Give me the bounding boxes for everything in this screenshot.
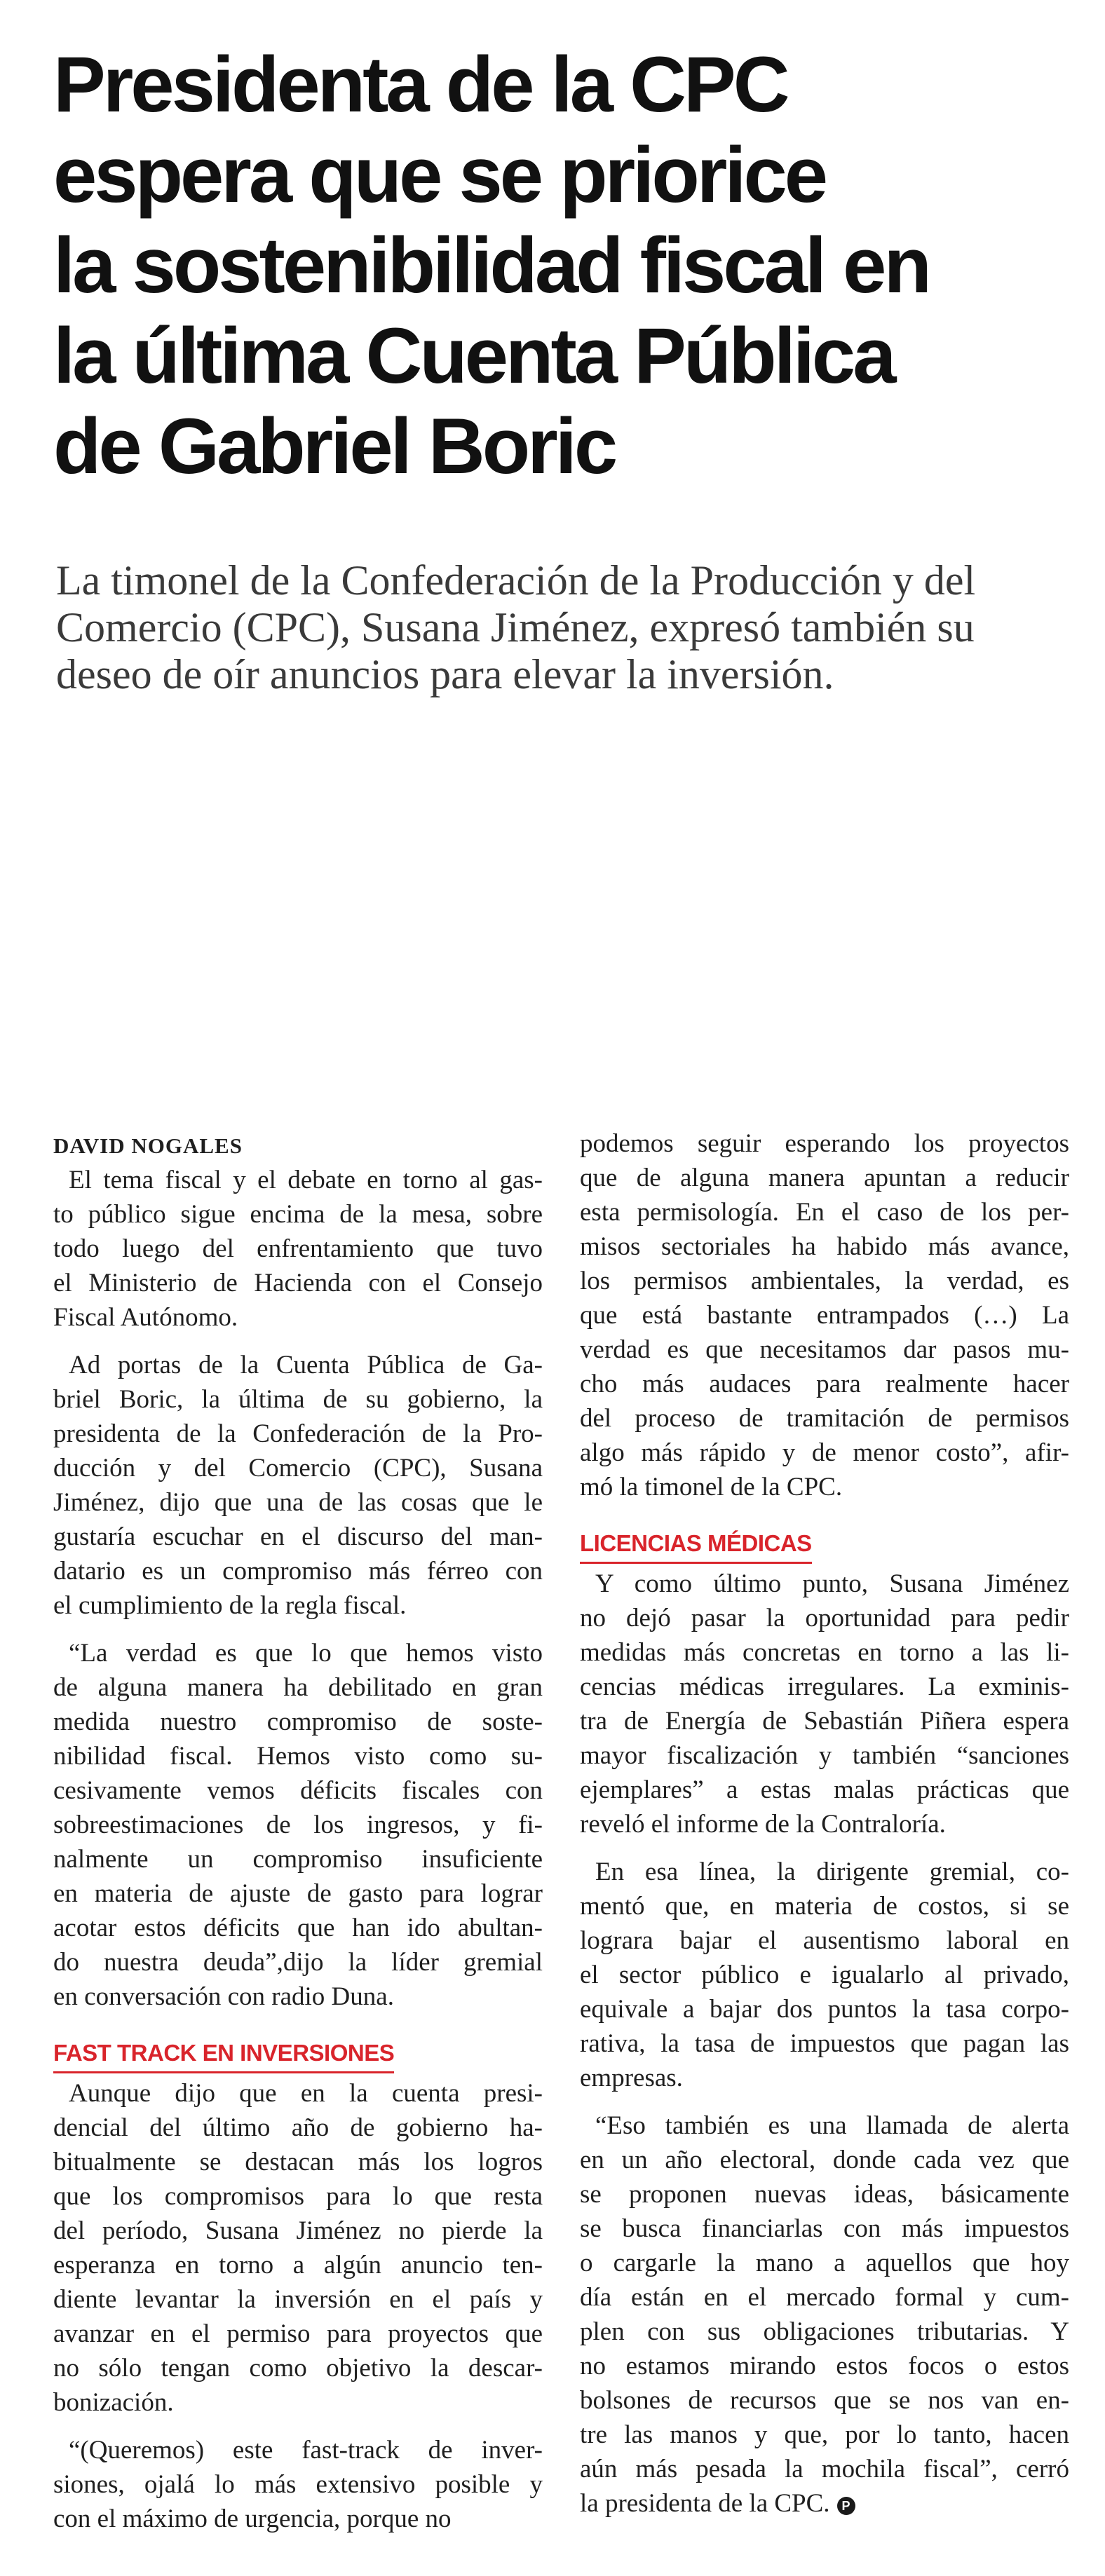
paragraph: [580, 1126, 1069, 1504]
headline-line: de Gabriel Boric: [53, 402, 616, 490]
text-line: equivale a bajar dos puntos la tasa corpo-: [580, 1995, 1069, 2024]
text-line: datario es un compromiso más férreo con: [53, 1557, 543, 1586]
text-line: se busca financiarlas con más impuestos: [580, 2214, 1069, 2243]
text-line: Y como último punto, Susana Jiménez: [595, 1569, 1069, 1598]
paragraph: [53, 1348, 543, 1623]
text-line: ejemplares” a estas malas prácticas que: [580, 1776, 1069, 1804]
text-line: presidenta de la Confederación de la Pro-: [53, 1419, 543, 1448]
text-line: en un año electoral, donde cada vez que: [580, 2146, 1069, 2174]
text-line: nalmente un compromiso insuficiente: [53, 1845, 543, 1874]
paragraph: [580, 1567, 1069, 1841]
text-line: el sector público e igualarlo al privado,: [580, 1961, 1069, 1989]
text-line: o cargarle la mano a aquellos que hoy: [580, 2249, 1069, 2277]
text-line: no dejó pasar la oportunidad para pedir: [580, 1604, 1069, 1633]
text-line: cesivamente vemos déficits fiscales con: [53, 1776, 543, 1805]
publication-logo-icon: P: [837, 2497, 855, 2515]
text-line: en materia de ajuste de gasto para lograr: [53, 1879, 543, 1908]
text-line: dencial del último año de gobierno ha-: [53, 2113, 543, 2142]
byline: DAVID NOGALES: [53, 1133, 243, 1158]
text-line: esta permisología. En el caso de los per-: [580, 1198, 1069, 1227]
paragraph: [580, 2108, 1069, 2521]
left-column: [53, 1129, 543, 2549]
text-line: algo más rápido y de menor costo”, afir-: [580, 1438, 1069, 1467]
text-line: briel Boric, la última de su gobierno, la: [53, 1385, 543, 1414]
text-line: Ad portas de la Cuenta Pública de Ga-: [69, 1351, 543, 1379]
paragraph: [53, 1163, 543, 1335]
text-line: “Eso también es una llamada de alerta: [595, 2111, 1069, 2140]
text-line: ducción y del Comercio (CPC), Susana: [53, 1454, 543, 1483]
text-line: Jiménez, dijo que una de las cosas que le: [53, 1488, 543, 1517]
text-line: mayor fiscalización y también “sanciones: [580, 1741, 1069, 1770]
text-line: avanzar en el permiso para proyectos que: [53, 2319, 543, 2348]
text-line: tre las manos y que, por lo tanto, hacen: [580, 2420, 1069, 2449]
text-line: empresas.: [580, 2064, 683, 2092]
text-line: no estamos mirando estos focos o estos: [580, 2352, 1069, 2380]
paragraph: [53, 2433, 543, 2536]
text-line: El tema fiscal y el debate en torno al gas-: [69, 1166, 543, 1194]
deck-subtitle: [56, 557, 1066, 698]
text-line: lograra bajar el ausentismo laboral en: [580, 1926, 1069, 1955]
text-line: “La verdad es que lo que hemos visto: [69, 1639, 543, 1668]
paragraph: [580, 1855, 1069, 2095]
text-line: reveló el informe de la Contraloría.: [580, 1810, 946, 1839]
text-line: todo luego del enfrentamiento que tuvo: [53, 1234, 543, 1263]
text-line: to público sigue encima de la mesa, sobre: [53, 1200, 543, 1229]
text-line: medidas más concretas en torno a las li-: [580, 1638, 1069, 1667]
text-line: el Ministerio de Hacienda con el Consejo: [53, 1269, 543, 1297]
text-line: medida nuestro compromiso de soste-: [53, 1708, 543, 1736]
text-line: del proceso de tramitación de permisos: [580, 1404, 1069, 1433]
text-line: no sólo tengan como objetivo la descar-: [53, 2354, 543, 2383]
text-line: del período, Susana Jiménez no pierde la: [53, 2216, 543, 2245]
text-line: esperanza en torno a algún anuncio ten-: [53, 2251, 543, 2279]
text-line: aún más pesada la mochila fiscal”, cerró: [580, 2455, 1069, 2483]
text-line: do nuestra deuda”,dijo la líder gremial: [53, 1948, 543, 1977]
headline-line: espera que se priorice: [53, 131, 826, 219]
text-line: se proponen nuevas ideas, básicamente: [580, 2180, 1069, 2209]
text-line: podemos seguir esperando los proyectos: [580, 1129, 1069, 1158]
text-line: acotar estos déficits que han ido abultan-: [53, 1914, 543, 1942]
right-column: [580, 1126, 1069, 2534]
section-subhead: LICENCIAS MÉDICAS: [580, 1525, 812, 1564]
text-line: cho más audaces para realmente hacer: [580, 1370, 1069, 1398]
headline-line: la última Cuenta Pública: [53, 312, 894, 400]
deck-line: Comercio (CPC), Susana Jiménez, expresó también su: [56, 604, 975, 650]
text-line: Fiscal Autónomo.: [53, 1303, 238, 1332]
text-line: los permisos ambientales, la verdad, es: [580, 1267, 1069, 1295]
text-line: mentó que, en materia de costos, si se: [580, 1892, 1069, 1921]
paragraph: [53, 1636, 543, 2014]
text-line: nibilidad fiscal. Hemos visto como su-: [53, 1742, 543, 1771]
text-line: verdad es que necesitamos dar pasos mu-: [580, 1335, 1069, 1364]
text-line: día están en el mercado formal y cum-: [580, 2283, 1069, 2312]
text-line: que los compromisos para lo que resta: [53, 2182, 543, 2211]
text-line: En esa línea, la dirigente gremial, co-: [595, 1858, 1069, 1886]
section-subhead: FAST TRACK EN INVERSIONES: [53, 2035, 394, 2073]
text-line: sobreestimaciones de los ingresos, y fi-: [53, 1811, 543, 1839]
text-line: de alguna manera ha debilitado en gran: [53, 1673, 543, 1702]
paragraph: [53, 2076, 543, 2420]
text-line: que de alguna manera apuntan a reducir: [580, 1164, 1069, 1192]
text-line: mó la timonel de la CPC.: [580, 1473, 843, 1501]
headline-line: la sostenibilidad fiscal en: [53, 222, 929, 309]
text-line: gustaría escuchar en el discurso del man-: [53, 1522, 543, 1551]
text-line: misos sectoriales ha habido más avance,: [580, 1232, 1069, 1261]
text-line: cencias médicas irregulares. La exminis-: [580, 1672, 1069, 1701]
text-line: “(Queremos) este fast-track de inver-: [69, 2436, 543, 2465]
text-line: bonización.: [53, 2388, 174, 2417]
text-line: tra de Energía de Sebastián Piñera espera: [580, 1707, 1069, 1736]
text-line: rativa, la tasa de impuestos que pagan las: [580, 2029, 1069, 2058]
text-line: plen con sus obligaciones tributarias. Y: [580, 2317, 1069, 2346]
deck-line: deseo de oír anuncios para elevar la inversión.: [56, 651, 834, 697]
deck-line: La timonel de la Confederación de la Producción y del: [56, 557, 976, 604]
text-line: siones, ojalá lo más extensivo posible y: [53, 2470, 543, 2499]
text-line: bitualmente se destacan más los logros: [53, 2148, 543, 2176]
text-line: Aunque dijo que en la cuenta presi-: [69, 2079, 543, 2108]
headline-line: Presidenta de la CPC: [53, 41, 787, 128]
text-line: con el máximo de urgencia, porque no: [53, 2505, 452, 2533]
text-line: la presidenta de la CPC. P: [580, 2486, 1069, 2521]
text-line: diente levantar la inversión en el país y: [53, 2285, 543, 2314]
text-line: bolsones de recursos que se nos van en-: [580, 2386, 1069, 2415]
headline: [53, 39, 1063, 491]
text-line: que está bastante entrampados (…) La: [580, 1301, 1069, 1330]
text-line: en conversación con radio Duna.: [53, 1982, 394, 2011]
text-line: el cumplimiento de la regla fiscal.: [53, 1591, 407, 1620]
